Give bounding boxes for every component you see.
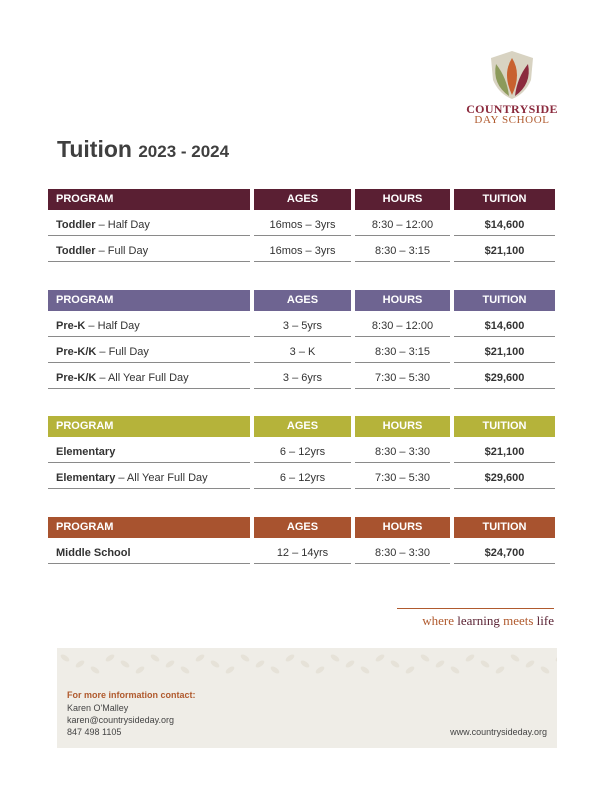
leaf-shape (329, 653, 340, 663)
tuition-cell: $14,600 (454, 210, 555, 236)
leaf-shape (389, 659, 400, 669)
leaf-shield-icon (487, 50, 537, 100)
tuition-cell: $29,600 (454, 463, 555, 489)
program-detail: – Half Day (85, 320, 140, 332)
tuition-cell: $29,600 (454, 363, 555, 389)
program-cell (48, 437, 250, 463)
leaf-shape (254, 659, 265, 669)
program-detail: – Full Day (96, 346, 149, 358)
leaf-shape (209, 659, 220, 669)
website-link[interactable]: www.countrysideday.org (450, 727, 547, 737)
program-cell (48, 463, 250, 489)
table-header (48, 290, 555, 311)
header-cell: HOURS (355, 290, 450, 311)
ages-cell: 3 – K (254, 337, 351, 363)
leaf-shape (374, 653, 385, 663)
leaf-shape (419, 653, 430, 663)
hours-cell: 8:30 – 3:15 (355, 236, 450, 262)
leaf-shape (179, 665, 190, 675)
ages-cell: 12 – 14yrs (254, 538, 351, 564)
table-row (48, 337, 555, 363)
footer (57, 648, 557, 748)
program-detail: – All Year Full Day (115, 472, 208, 484)
leaf-shape (434, 659, 445, 669)
school-logo (462, 48, 562, 128)
table-row (48, 437, 555, 463)
table-header (48, 416, 555, 437)
program-cell (48, 311, 250, 337)
program-detail: – Full Day (95, 245, 149, 257)
leaf-shape (344, 659, 355, 669)
leaf-shape (554, 653, 557, 663)
table-row (48, 538, 555, 564)
ages-cell: 6 – 12yrs (254, 463, 351, 489)
program-name: Elementary (56, 472, 116, 484)
tuition-cell: $21,100 (454, 337, 555, 363)
table-row (48, 363, 555, 389)
table-row (48, 210, 555, 236)
logo-name: COUNTRYSIDE (466, 102, 558, 116)
tuition-table (48, 290, 555, 389)
header-cell: AGES (254, 517, 351, 538)
tuition-cell: $21,100 (454, 236, 555, 262)
leaf-shape (74, 659, 85, 669)
tuition-table (48, 416, 555, 489)
program-cell (48, 337, 250, 363)
contact-email[interactable]: karen@countrysideday.org (67, 715, 175, 725)
header-cell: AGES (254, 189, 351, 210)
leaf-shape (479, 659, 490, 669)
ages-cell: 16mos – 3yrs (254, 236, 351, 262)
program-detail: – All Year Full Day (96, 372, 189, 384)
leaf-shape (269, 665, 280, 675)
leaf-shape (239, 653, 250, 663)
title-main: Tuition (57, 136, 132, 162)
tagline-where: where (422, 613, 458, 628)
hours-cell: 8:30 – 3:15 (355, 337, 450, 363)
leaf-shape (314, 665, 325, 675)
program-name: Toddler (56, 245, 96, 257)
leaf-shape (164, 659, 175, 669)
leaf-shape (224, 665, 235, 675)
leaf-shape (449, 665, 460, 675)
hours-cell: 7:30 – 5:30 (355, 463, 450, 489)
program-detail: – Half Day (95, 219, 150, 231)
leaf-shape (104, 653, 115, 663)
leaf-shape (539, 665, 550, 675)
program-cell (48, 538, 250, 564)
leaf-shape (509, 653, 520, 663)
contact-name: Karen O'Malley (67, 703, 129, 713)
header-cell: TUITION (454, 189, 555, 210)
leaf-pattern-decoration (57, 648, 557, 678)
table-row (48, 311, 555, 337)
header-cell: HOURS (355, 416, 450, 437)
tuition-cell: $14,600 (454, 311, 555, 337)
table-header (48, 189, 555, 210)
program-cell (48, 363, 250, 389)
leaf-shape (404, 665, 415, 675)
contact-heading: For more information contact: (67, 690, 196, 700)
table-row (48, 236, 555, 262)
page-title (57, 136, 229, 163)
logo-subname: DAY SCHOOL (474, 114, 550, 126)
tuition-table (48, 189, 555, 262)
program-cell (48, 210, 250, 236)
leaf-shape (494, 665, 505, 675)
hours-cell: 8:30 – 12:00 (355, 311, 450, 337)
header-cell: PROGRAM (48, 517, 250, 538)
header-cell: AGES (254, 290, 351, 311)
leaf-shape (464, 653, 475, 663)
tagline-meets: meets (503, 613, 537, 628)
leaf-shape (89, 665, 100, 675)
header-cell: HOURS (355, 189, 450, 210)
tagline (397, 608, 554, 629)
leaf-shape (299, 659, 310, 669)
header-cell: TUITION (454, 517, 555, 538)
leaf-shape (119, 659, 130, 669)
hours-cell: 8:30 – 3:30 (355, 437, 450, 463)
hours-cell: 8:30 – 12:00 (355, 210, 450, 236)
ages-cell: 3 – 6yrs (254, 363, 351, 389)
tuition-cell: $21,100 (454, 437, 555, 463)
leaf-shape (359, 665, 370, 675)
leaf-shape (194, 653, 205, 663)
tagline-life: life (536, 613, 554, 628)
header-cell: TUITION (454, 416, 555, 437)
leaf-shape (284, 653, 295, 663)
leaf-shape (524, 659, 535, 669)
ages-cell: 3 – 5yrs (254, 311, 351, 337)
ages-cell: 6 – 12yrs (254, 437, 351, 463)
program-cell (48, 236, 250, 262)
hours-cell: 7:30 – 5:30 (355, 363, 450, 389)
program-name: Toddler (56, 219, 96, 231)
leaf-shape (59, 653, 70, 663)
program-name: Elementary (56, 446, 116, 458)
table-row (48, 463, 555, 489)
tuition-cell: $24,700 (454, 538, 555, 564)
program-name: Pre-K (56, 320, 86, 332)
header-cell: PROGRAM (48, 416, 250, 437)
header-cell: TUITION (454, 290, 555, 311)
header-cell: HOURS (355, 517, 450, 538)
leaf-shape (134, 665, 145, 675)
program-name: Pre-K/K (56, 372, 97, 384)
title-year: 2023 - 2024 (138, 142, 230, 161)
contact-phone: 847 498 1105 (67, 727, 122, 737)
program-name: Pre-K/K (56, 346, 97, 358)
program-name: Middle School (56, 547, 131, 559)
header-cell: AGES (254, 416, 351, 437)
header-cell: PROGRAM (48, 189, 250, 210)
ages-cell: 16mos – 3yrs (254, 210, 351, 236)
leaf-shape (149, 653, 160, 663)
hours-cell: 8:30 – 3:30 (355, 538, 450, 564)
tagline-learning: learning (457, 613, 504, 628)
table-header (48, 517, 555, 538)
header-cell: PROGRAM (48, 290, 250, 311)
tuition-table (48, 517, 555, 564)
